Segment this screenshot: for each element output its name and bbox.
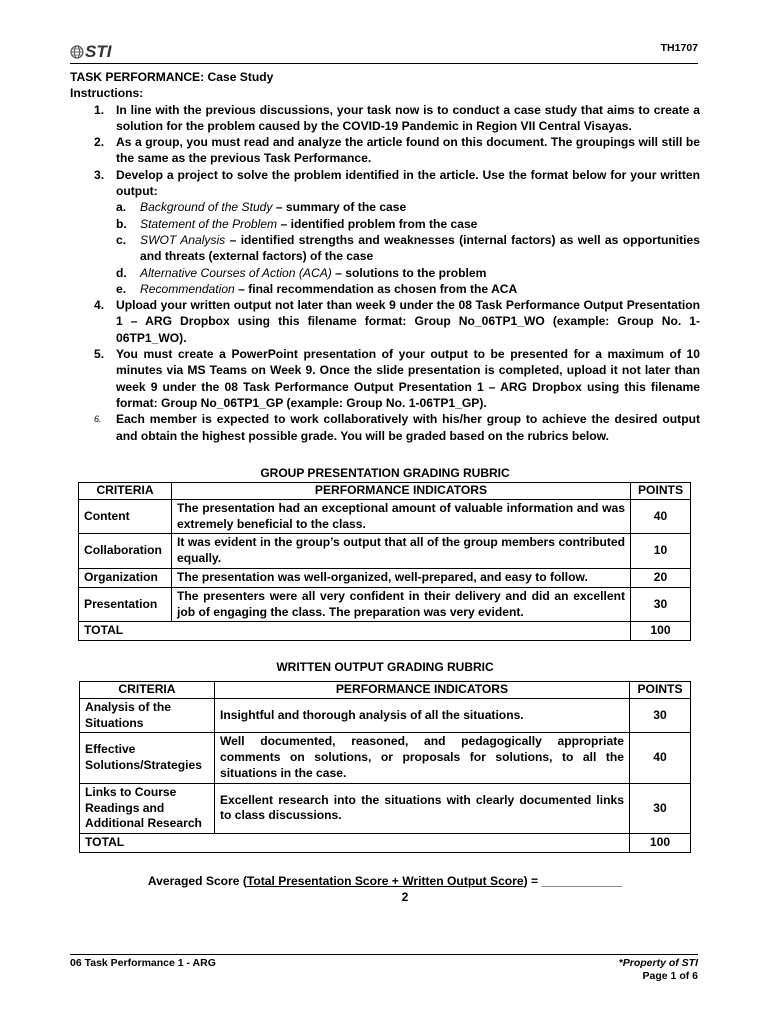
group-rubric-title: GROUP PRESENTATION GRADING RUBRIC xyxy=(260,466,510,480)
column-header-criteria: CRITERIA xyxy=(79,483,172,500)
points-cell: 40 xyxy=(630,733,691,783)
table-row xyxy=(80,783,691,833)
total-row xyxy=(79,622,691,641)
criteria-cell: Content xyxy=(79,499,172,534)
criteria-cell: Analysis of the Situations xyxy=(80,698,215,733)
points-cell: 30 xyxy=(630,783,691,833)
instruction-item: 2. As a group, you must read and analyze the article found on this document. The groupings will still be the same as the previous Task Performance. xyxy=(94,135,700,166)
column-header-points: POINTS xyxy=(631,483,691,500)
format-item: e. Recommendation – final recommendation as chosen from the ACA xyxy=(116,281,518,296)
indicator-cell: It was evident in the group’s output that all of the group members contributed equally. xyxy=(171,534,630,569)
format-list xyxy=(116,199,700,297)
criteria-cell: Presentation xyxy=(79,587,172,622)
points-cell: 30 xyxy=(630,698,691,733)
table-row xyxy=(79,499,691,534)
table-header-row xyxy=(79,483,691,500)
instructions-label: Instructions: xyxy=(70,86,144,101)
instruction-item: 4. Upload your written output not later than week 9 under the 08 Task Performance Output Presentation 1 – ARG Dropbox using this filename format: Group No_06TP1_WO (example: Group No. 1-06TP1_WO). xyxy=(94,298,700,345)
indicator-cell: The presentation was well-organized, well-prepared, and easy to follow. xyxy=(171,568,630,587)
format-item: b. Statement of the Problem – identified problem from the case xyxy=(116,216,478,231)
averaged-score-label: Averaged Score ( xyxy=(147,874,247,888)
instructions-section xyxy=(70,69,700,444)
globe-icon xyxy=(70,45,84,59)
indicator-cell: The presenters were all very confident in their delivery and did an excellent job of engaging the class. The preparation was very evident. xyxy=(171,587,630,622)
table-row xyxy=(79,568,691,587)
table-header-row xyxy=(80,682,691,699)
property-notice: *Property of STI xyxy=(618,957,698,969)
criteria-cell: Effective Solutions/Strategies xyxy=(80,733,215,783)
footer-document-name: 06 Task Performance 1 - ARG xyxy=(70,957,216,969)
instruction-item: 6. Each member is expected to work collaboratively with his/her group to achieve the desired output and obtain the highest possible grade. You will be graded based on the rubrics below. xyxy=(94,412,700,443)
column-header-indicators: PERFORMANCE INDICATORS xyxy=(171,483,630,500)
format-item: a. Background of the Study – summary of the case xyxy=(116,200,407,215)
page-number: Page 1 of 6 xyxy=(642,970,698,982)
total-label: TOTAL xyxy=(79,622,631,641)
column-header-points: POINTS xyxy=(630,682,691,699)
instruction-item: 5. You must create a PowerPoint presentation of your output to be presented for a maximum of 10 minutes via MS Teams on Week 9. Once the slide presentation is completed, upload it not later than week 9 under the 08 Task Performance Output Presentation 1 – ARG Dropbox using this filename format: Group No_06TP1_GP (example: Group No. 1-06TP1_GP). xyxy=(94,347,700,410)
criteria-cell: Links to Course Readings and Additional Research xyxy=(80,783,215,833)
averaged-score-blank: ) = ____________ xyxy=(523,874,623,888)
total-row xyxy=(80,834,691,853)
table-row xyxy=(80,733,691,783)
group-rubric-table xyxy=(78,482,691,641)
page-title: TASK PERFORMANCE: Case Study xyxy=(70,70,274,84)
indicator-cell: Insightful and thorough analysis of all the situations. xyxy=(214,698,629,733)
table-row xyxy=(79,587,691,622)
averaged-score-numerator: Total Presentation Score + Written Output Score xyxy=(246,874,524,888)
criteria-cell: Collaboration xyxy=(79,534,172,569)
instructions-list xyxy=(70,102,700,444)
format-item: d. Alternative Courses of Action (ACA) – solutions to the problem xyxy=(116,265,487,280)
document-code: TH1707 xyxy=(660,42,698,54)
column-header-indicators: PERFORMANCE INDICATORS xyxy=(214,682,629,699)
total-points: 100 xyxy=(630,834,691,853)
footer-divider xyxy=(70,954,698,955)
indicator-cell: Well documented, reasoned, and pedagogically appropriate comments on solutions, or proposals for solutions, to all the situations in the case. xyxy=(214,733,629,783)
instruction-item: 1. In line with the previous discussions, your task now is to conduct a case study that aims to create a solution for the problem caused by the COVID-19 Pandemic in Region VII Central Visayas. xyxy=(94,102,700,133)
logo-text: STI xyxy=(85,42,112,61)
total-points: 100 xyxy=(631,622,691,641)
written-rubric-title: WRITTEN OUTPUT GRADING RUBRIC xyxy=(276,660,494,674)
indicator-cell: The presentation had an exceptional amount of valuable information and was extremely beneficial to the class. xyxy=(171,499,630,534)
points-cell: 20 xyxy=(631,568,691,587)
written-rubric-table xyxy=(79,681,691,853)
points-cell: 30 xyxy=(631,587,691,622)
points-cell: 40 xyxy=(631,499,691,534)
column-header-criteria: CRITERIA xyxy=(80,682,215,699)
sti-logo xyxy=(70,42,111,62)
instruction-item: 3. Develop a project to solve the problem identified in the article. Use the format below for your written output: a. Background of the Study – summary of the case b. Statement of the Problem – identified problem from the case c. SWOT Analysis – identified strengths and weaknesses (internal factors) as well as opportunities and threats (external factors) of the case d. Alternative Courses of Action (ACA) – solutions to the problem e. Recommendation – final recommendation as chosen from the ACA xyxy=(94,167,700,296)
criteria-cell: Organization xyxy=(79,568,172,587)
total-label: TOTAL xyxy=(80,834,630,853)
format-item: c. SWOT Analysis – identified strengths and weaknesses (internal factors) as well as opportunities and threats (external factors) of the case xyxy=(116,232,700,264)
header-divider xyxy=(70,63,698,64)
points-cell: 10 xyxy=(631,534,691,569)
averaged-score-divisor: 2 xyxy=(401,890,409,904)
footer-page-info xyxy=(619,957,698,983)
table-row xyxy=(80,698,691,733)
averaged-score-formula xyxy=(70,874,700,888)
indicator-cell: Excellent research into the situations with clearly documented links to class discussions. xyxy=(214,783,629,833)
table-row xyxy=(79,534,691,569)
